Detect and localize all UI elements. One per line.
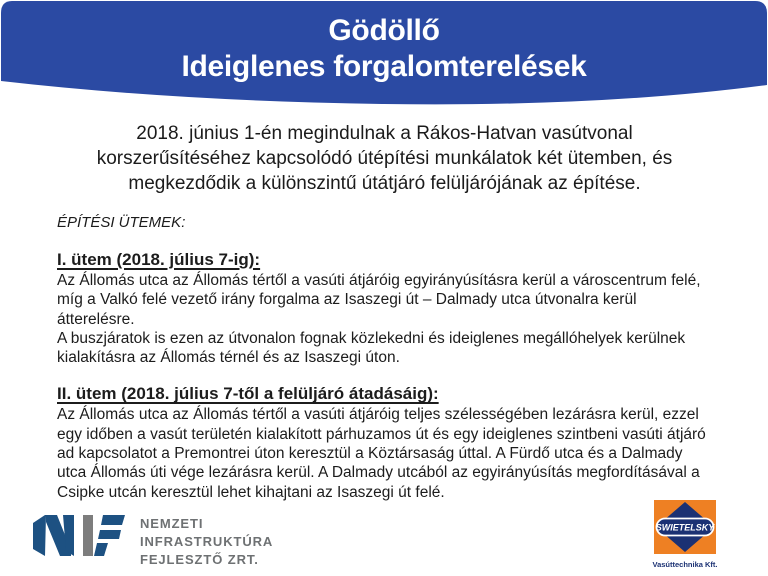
nif-company-line-2: INFRASTRUKTÚRA bbox=[140, 534, 274, 549]
nif-company-line-1: NEMZETI bbox=[140, 516, 204, 531]
title-line-1: Gödöllő bbox=[328, 14, 440, 47]
nif-logo bbox=[33, 512, 273, 569]
section-2-paragraph-1: Az Állomás utca az Állomás tértől a vasúti átjáróig teljes szélességében lezárásra kerül, ezzel egy időben a vasút területén kialakított párhuzamos út és egy ideiglenes szintbeni vasúti átjáró ad kapcsolatot a Premontrei úton keresztül a Köztársaság úttal. A Fürdő utca és a Dalmady utca Állomás úti vége lezárásra kerül. A Dalmady utcából az egyirányúsítás megfordításával a Csipke utcán keresztül lehet kihajtani az Isaszegi út felé. bbox=[57, 406, 706, 501]
swietelsky-logo bbox=[649, 500, 721, 569]
section-phase-2 bbox=[57, 384, 712, 501]
nif-company-line-3: FEJLESZTŐ ZRT. bbox=[140, 552, 259, 567]
section-2-heading: II. ütem (2018. július 7-től a felüljáró átadásáig): bbox=[57, 384, 439, 404]
swietelsky-emblem-icon bbox=[654, 500, 716, 554]
section-phase-1 bbox=[57, 250, 712, 367]
swietelsky-name: SWIETELSKY bbox=[655, 522, 715, 533]
nif-mark-icon bbox=[33, 512, 125, 558]
slide-body bbox=[0, 121, 768, 502]
section-1-heading: I. ütem (2018. július 7-ig): bbox=[57, 250, 261, 269]
intro-paragraph: 2018. június 1-én megindulnak a Rákos-Hatvan vasútvonal korszerűsítéséhez kapcsolódó útépítési munkálatok két ütemben, és megkezdődik a különszintű útátjáró felüljárójának az építése. bbox=[96, 123, 673, 194]
title-line-2: Ideiglenes forgalomterelések bbox=[181, 50, 587, 83]
header-banner bbox=[0, 0, 768, 108]
slide-title bbox=[0, 13, 768, 85]
phases-label: ÉPÍTÉSI ÜTEMEK: bbox=[57, 214, 186, 231]
swietelsky-subtitle: Vasúttechnika Kft. bbox=[652, 560, 718, 569]
section-1-paragraph-1: Az Állomás utca az Állomás tértől a vasúti átjáróig egyirányúsításra kerül a városcentrum felé, míg a Valkó felé vezető irány forgalma az Isaszegi út – Dalmady utca útvonalra kerül átterelésre. bbox=[57, 272, 701, 328]
nif-company-name bbox=[140, 512, 273, 569]
section-1-paragraph-2: A buszjáratok is ezen az útvonalon fognak közlekedni és ideiglenes megállóhelyek kerülnek kialakításra az Állomás térnél és az Isaszegi úton. bbox=[57, 329, 686, 367]
